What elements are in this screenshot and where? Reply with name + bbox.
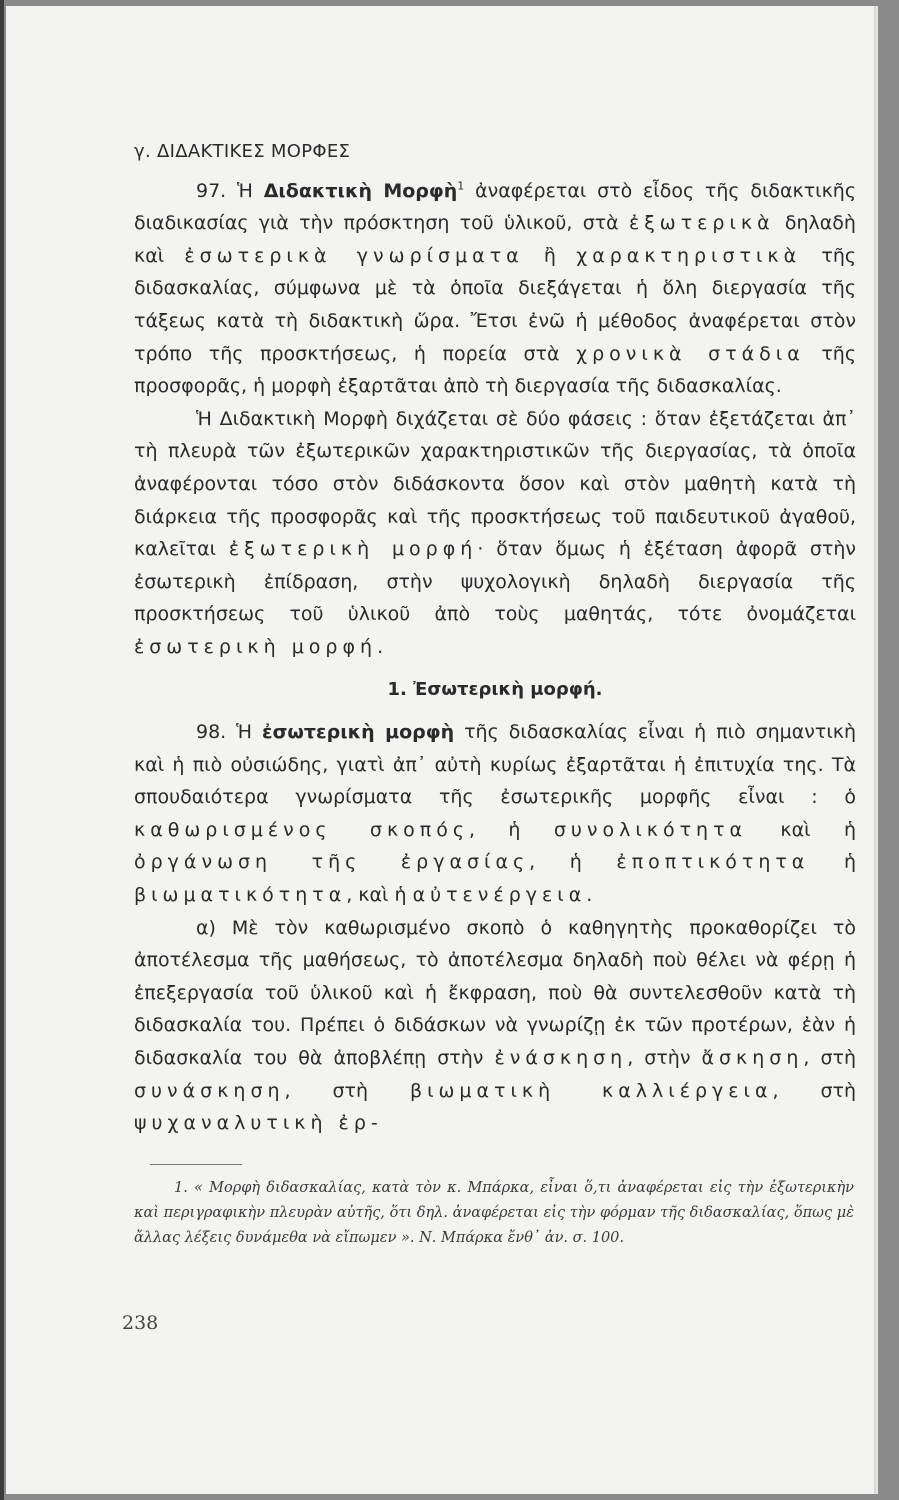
spaced-term: αὐτενέργεια [412,884,587,907]
text-run: , στὴν [627,1047,702,1070]
book-spine-edge [0,0,4,1500]
spaced-term: ἐξωτερικὴ μορφή [228,538,478,561]
subsection-heading: 1. Ἐσωτερικὴ μορφή. [387,678,603,700]
text-run: τῆς διδασκαλίας, σύμφωνα μὲ τὰ ὁποῖα διεξάγεται ἡ ὅλη διεργασία τῆς τάξεως κατὰ τὴ διδακτικὴ ὥρα. Ἔτσι ἐνῶ ἡ μέθοδος ἀναφέρεται στὸν τρόπο τῆς προσκτήσεως, ἡ πορεία στὰ [134,244,857,365]
text-run: . [586,884,593,907]
spaced-term: καθωρισμένος σκοπός [134,818,469,841]
paragraph-didactic-form [134,403,856,664]
spaced-term: ἐσωτερικὰ γνωρίσματα [184,244,524,267]
text-run: ἢ [523,244,577,267]
section-heading: γ. ΔΙΔΑΚΤΙΚΕΣ ΜΟΡΦΕΣ [134,141,351,162]
paragraph-number: 98. [196,721,237,744]
text-run: , στὴ [803,1047,856,1070]
text-run: ἡ [809,851,856,874]
text-run: , καὶ ἡ [346,884,413,907]
text-run: δηλαδὴ καὶ [134,212,856,267]
paragraph-97 [134,175,856,403]
footnote-marker: 1 [457,179,465,193]
text-run: . [377,635,384,658]
spaced-term: ἐξωτερικὰ [628,212,775,235]
spaced-term: ἄσκηση [701,1047,804,1070]
text-run: α) Μὲ τὸν καθωρισμένο σκοπὸ ὁ καθηγητὴς προκαθορίζει τὸ ἀποτέλεσμα τῆς μαθήσεως, τὸ ἀποτέλεσμα δηλαδὴ ποὺ θέλει νὰ φέρῃ ἡ ἐπεξεργασία τοῦ ὑλικοῦ καὶ ἡ ἔκφραση, ποὺ θὰ συντελεσθοῦν κατὰ τὴ διδασκαλία του. Πρέπει ὁ διδάσκων νὰ γνωρίζῃ ἐκ τῶν προτέρων, ἐὰν ἡ διδασκαλία του θὰ ἀποβλέπῃ στὴν [134,916,856,1070]
bold-term: Διδακτικὴ Μορφὴ [263,179,458,202]
paragraph-98 [134,716,856,912]
spaced-term: βιωματικὴ καλλιέργεια [409,1079,773,1102]
spaced-term: συνολικότητα [553,818,748,841]
spaced-term: ἐσωτερικὴ μορφή [134,635,378,658]
text-run: Ἡ [237,179,264,202]
text-run: ἀναφέρεται στὸ εἶδος τῆς διδακτικῆς διαδικασίας γιὰ τὴν πρόσκτηση τοῦ ὑλικοῦ, στὰ [134,179,856,235]
text-run: , στὴ [284,1079,410,1102]
text-run: Ἡ Διδακτικὴ Μορφὴ διχάζεται σὲ δύο φάσεις : ὅταν ἐξετάζεται ἀπ᾽ τὴ πλευρὰ τῶν ἐξωτερικῶν χαρακτηριστικῶν τῆς διεργασίας, τὰ ὁποῖα ἀναφέρονται τόσο στὸν διδάσκοντα ὅσον καὶ στὸν μαθητὴ κατὰ τὴ διάρκεια τῆς προσφορᾶς καὶ τῆς προσκτήσεως τοῦ παιδευτικοῦ ἀγαθοῦ, καλεῖται [134,407,856,561]
footnote: 1. « Μορφὴ διδασκαλίας, κατὰ τὸν κ. Μπάρκα, εἶναι ὅ,τι ἀναφέρεται εἰς τὴν ἐξωτερικὴν καὶ περιγραφικὴν πλευρὰν αὐτῆς, ὅτι δηλ. ἀναφέρεται εἰς τὴν φόρμαν τῆς διδασκαλίας, ὅπως μὲ ἄλλας λέξεις δυνάμεθα νὰ εἴπωμεν ». Ν. Μπάρκα ἔνθ᾽ ἀν. σ. 100. [134,1180,854,1246]
spaced-term: ψυχαναλυτικὴ ἐρ- [134,1112,383,1135]
spaced-term: χρονικὰ στάδια [576,342,805,365]
text-run: τῆς διδασκαλίας εἶναι ἡ πιὸ σημαντικὴ καὶ ἡ πιὸ οὐσιώδης, γιατὶ ἀπ᾽ αὐτὴ κυρίως ἐξαρτᾶται ἡ ἐπιτυχία της. Τὰ σπουδαιότερα γνωρίσματα τῆς ἐσωτερικῆς μορφῆς εἶναι : ὁ [134,721,857,809]
text-run: , στὴ [772,1079,856,1102]
body-text [134,136,856,1140]
page-number: 238 [122,1312,159,1334]
spaced-term: χαρακτηριστικὰ [576,244,802,267]
paragraph-a [134,912,856,1140]
text-run: καὶ ἡ [747,818,857,841]
footnote-divider [150,1164,242,1165]
spaced-term: ἐποπτικότητα [616,851,810,874]
text-run: Ἡ [236,721,262,744]
bold-term: ἐσωτερικὴ μορφὴ [262,721,455,744]
text-run: , ἡ [469,818,554,841]
spaced-term: βιωματικότητα [134,884,347,907]
spaced-term: συνάσκηση [134,1079,285,1102]
spaced-term: ἐνάσκηση [494,1047,628,1070]
text-run: , ἡ [529,851,617,874]
spaced-term: ὀργάνωση τῆς ἐργασίας [134,851,530,874]
text-run: · ὅταν ὅμως ἡ ἐξέταση ἀφορᾶ στὴν ἐσωτερικὴ ἐπίδραση, στὴν ψυχολογικὴ δηλαδὴ διεργασία τῆς προσκτήσεως τοῦ ὑλικοῦ ἀπὸ τοὺς μαθητάς, τότε ὀνομάζεται [134,538,856,626]
paragraph-number: 97. [196,179,238,202]
text-run: τῆς προσφορᾶς, ἡ μορφὴ ἐξαρτᾶται ἀπὸ τὴ διεργασία τῆς διδασκαλίας. [134,342,856,398]
